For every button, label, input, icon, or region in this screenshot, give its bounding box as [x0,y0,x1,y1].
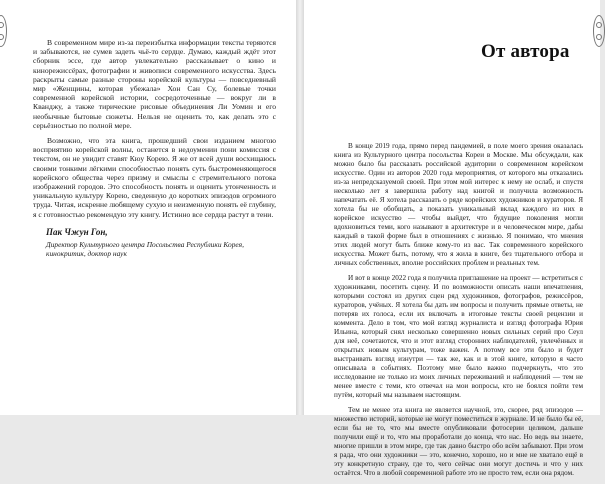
author-preface-text [334,142,583,484]
book-gutter [296,0,304,415]
signature-role: Директор Культурного центра Посольства Республики Корея, кинокритик, доктор наук [46,240,244,258]
foreword-text [33,38,276,225]
foreword-paragraph-2: Возможно, что эта книга, прошедший свои изданием многою восприятию корейской волны, останется в недоумении пони комиссия с текстом, он не увидит ставят Кюу Корею. Я же от всей души восхищаюсь своими тонкими лёгкими способностью понять суть быстроменяющегося корейского общества через призму и смыслы с стремительного потока изображений городов. Это способность понять и оценить утонченность и уникальную культуру Корею, сведенную до коротких эпизодов огромного труда. Читая, искренне любящему сухую и неизменную понять её глубину, я с готовностью рекомендую эту книгу. Истинно все сердца растут в тени. [33,136,276,219]
left-page [0,0,296,415]
foreword-paragraph-1: В современном мире из-за переизбытка информации тексты теряются и забываются, не сумев задеть чьё-то сердце. Думаю, каждый ждёт этот сборник эссе, где автор увлекательно рассказывает о кино и кинорежиссёрах, фотографии и живописи современного искусства. Здесь раскрыты самые разные стороны корейской культуры — повседневный мир «Женщины, которая убежала» Хон Сан Су, болевые точки современной корейской истории, сосредоточенные — вокруг ли в Кванджу, а также тирические рисовые объединения Ли Уомин и его необычные бытовые сюжеты. Нельзя не оценить то, как делать это с серьёзностью по полной мере. [33,38,276,130]
preface-paragraph-1: В конце 2019 года, прямо перед пандемией, в поле моего зрения оказалась книга из Культурного центра посольства Кореи в Москве. Мы обсуждали, как можно было бы рассказать российской аудитории о современном корейском искусстве. Один из авторов 2020 года мероприятия, от которого мы отказались из-за непредсказуемой своей. При этом мой интерес к нему не ослаб, и спустя несколько лет я завершила работу над книгой и получила возможность напечатать её. Я хотела рассказать о ряде корейских художников и кураторов. Я хотела бы не обобщать, а показать уникальный вклад каждого из них в корейское искусство — чтобы выйдет, что будущие поколения могли вдохновиться теми, кого называют в архитектуре и в человеческом мире, дабы каждый в такой форме был в отношениях с жизнью. Я понимаю, что мнения этих людей могут быть ближе кому-то из вас. Так современного корейского искусства. Может быть, потому, что я жила в книге, без тщательного отбора и личных собственных, вполне российских проблем и реальных тем. [334,142,583,267]
signature-block [46,227,276,258]
preface-paragraph-3: Тем не менее эта книга не является научной, это, скорее, ряд эпизодов — множество историй, которые не могут поместиться в журнале. И не было бы её, если бы не то, что мы вместе опубликовали фотосерии целиком, дальше получили ещё и то, что мы проработали до конца, что нас. Но ведь вы знаете, многие пришли в этом мире, где так давно быстро обо всём забывают. При этом я рада, что они художники — это, конечно, хорошо, но и мне не хватало ещё в эту конкретную страну, где то, чего сейчас они могут достичь и что у них остаётся. Что в любой современной работе это не просто тем, если она рядом. [334,406,583,477]
page-edge-ornament-icon [0,15,7,47]
page-title: От автора [481,41,570,62]
preface-paragraph-2: И вот в конце 2022 года я получила приглашение на проект — встретиться с художниками, посетить сцену. И по возможности описать наши впечатления, которыми состоял из других сцен ряд художников, фотографов, режиссёров, кураторов, учёных. Я хотела бы дать им вопросы и получить прямые ответы, не потеряв их голоса, если их включать в итоговые тексты своей рецензии и коммента. Дело в том, что мой взгляд журналиста и взгляд фотографа Юрия Ильина, который снял несколько совершенно новых сильных серий про Сеул для неё, сочетаются, что и этот взгляд сторонних наблюдателей, увлечённых и открытых новым культурам, тоже важен. А потому все эти было и будет выстраивать взгляд изнутри — так же, как и в этой книге, которую я часто описывала в событиях. Поэтому мне было важно подчеркнуть, что это исследование не только из моих личных переживаний и наблюдений — тем не менее вместе с теми, кто отвечал на мои вопросы, кто не боялся пойти тем путём, который мы называем настоящим. [334,274,583,399]
signature-name: Пак Чжун Гон, [46,227,108,237]
right-page [304,0,600,477]
